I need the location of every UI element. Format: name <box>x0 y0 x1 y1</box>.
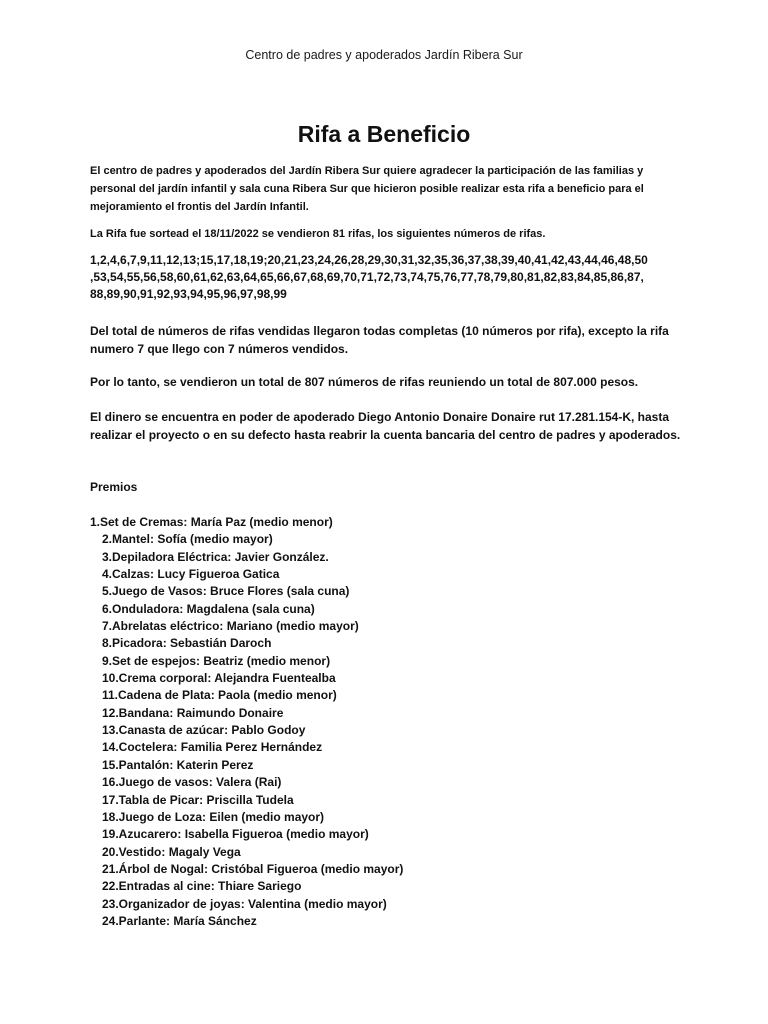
prize-item: 3.Depiladora Eléctrica: Javier González. <box>102 549 329 564</box>
prize-item: 15.Pantalón: Katerin Perez <box>102 757 254 772</box>
prize-item: 9.Set de espejos: Beatriz (medio menor) <box>102 653 331 668</box>
prize-list <box>90 514 690 930</box>
prize-item: 11.Cadena de Plata: Paola (medio menor) <box>102 688 337 703</box>
prize-item: 17.Tabla de Picar: Priscilla Tudela <box>102 792 294 807</box>
raffle-numbers-line: 1,2,4,6,7,9,11,12,13;15,17,18,19;20,21,23,24,26,28,29,30,31,32,35,36,37,38,39,40,41,42,43,44,46,48,50 <box>90 253 648 267</box>
prize-item: 18.Juego de Loza: Eilen (medio mayor) <box>102 809 325 824</box>
sorteo-paragraph: La Rifa fue sortead el 18/11/2022 se vendieron 81 rifas, los siguientes números de rifas. <box>90 228 546 240</box>
dinero-paragraph: El dinero se encuentra en poder de apoderado Diego Antonio Donaire Donaire rut 17.281.154-K, hasta realizar el proyecto o en su defecto hasta reabrir la cuenta bancaria del centro de padres y apoderados. <box>90 410 681 442</box>
raffle-numbers-line: 88,89,90,91,92,93,94,95,96,97,98,99 <box>90 287 287 301</box>
prize-item: 14.Coctelera: Familia Perez Hernández <box>102 740 323 755</box>
prize-item: 12.Bandana: Raimundo Donaire <box>102 705 284 720</box>
intro-paragraph: El centro de padres y apoderados del Jardín Ribera Sur quiere agradecer la participación de las familias y personal del jardín infantil y sala cuna Ribera Sur que hicieron posible realizar esta rifa a beneficio para el mejoramiento el frontis del Jardín Infantil. <box>90 165 644 213</box>
prize-item: 10.Crema corporal: Alejandra Fuentealba <box>102 671 336 686</box>
prize-item: 23.Organizador de joyas: Valentina (medio mayor) <box>102 896 387 911</box>
prize-item: 5.Juego de Vasos: Bruce Flores (sala cuna) <box>102 584 350 599</box>
prize-item: 21.Árbol de Nogal: Cristóbal Figueroa (medio mayor) <box>102 861 404 876</box>
page-title: Rifa a Beneficio <box>297 121 471 147</box>
prize-item: 1.Set de Cremas: María Paz (medio menor) <box>90 515 333 529</box>
prize-item: 7.Abrelatas eléctrico: Mariano (medio mayor) <box>102 619 359 634</box>
prize-item: 16.Juego de vasos: Valera (Rai) <box>102 775 282 790</box>
prize-item: 4.Calzas: Lucy Figueroa Gatica <box>102 567 280 582</box>
prize-item: 13.Canasta de azúcar: Pablo Godoy <box>102 723 306 738</box>
prize-item: 20.Vestido: Magaly Vega <box>102 844 241 859</box>
premios-heading: Premios <box>90 480 138 494</box>
total-paragraph: Por lo tanto, se vendieron un total de 807 números de rifas reuniendo un total de 807.000 pesos. <box>90 375 639 389</box>
prize-item: 24.Parlante: María Sánchez <box>102 913 257 928</box>
prize-item: 22.Entradas al cine: Thiare Sariego <box>102 879 302 894</box>
prize-item: 6.Onduladora: Magdalena (sala cuna) <box>102 601 315 616</box>
raffle-numbers-line: ,53,54,55,56,58,60,61,62,63,64,65,66,67,68,69,70,71,72,73,74,75,76,77,78,79,80,81,82,83,84,85,86,87, <box>90 270 644 284</box>
prize-item: 19.Azucarero: Isabella Figueroa (medio mayor) <box>102 827 369 842</box>
completas-paragraph: Del total de números de rifas vendidas llegaron todas completas (10 números por rifa), excepto la rifa numero 7 que llego con 7 números vendidos. <box>90 324 669 356</box>
page-header: Centro de padres y apoderados Jardín Ribera Sur <box>245 48 523 62</box>
prize-item: 2.Mantel: Sofía (medio mayor) <box>102 532 273 547</box>
raffle-numbers <box>90 252 692 303</box>
prize-item: 8.Picadora: Sebastián Daroch <box>102 636 272 651</box>
